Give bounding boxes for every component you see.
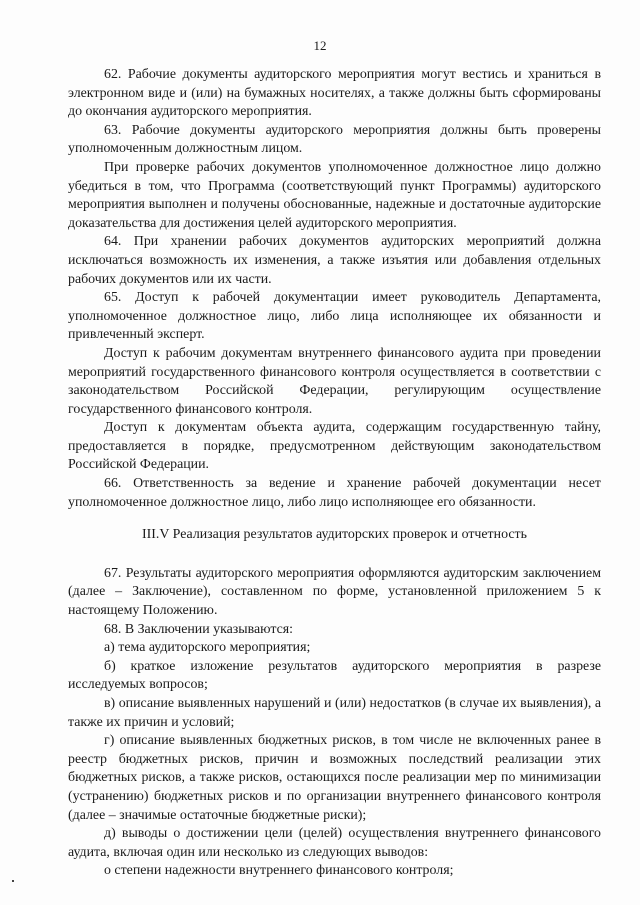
list-item-b: б) краткое изложение результатов аудиторского мероприятия в разрезе исследуемых вопросов;	[68, 658, 601, 693]
paragraph-67: 67. Результаты аудиторского мероприятия оформляются аудиторским заключением (далее – Заключение), составленном по форме, установленной приложением 5 к настоящему Положению.	[68, 565, 601, 619]
paragraph-64: 64. При хранении рабочих документов аудиторских мероприятий должна исключаться возможность их изменения, а также изъятия или добавления отдельных рабочих документов или их части.	[68, 234, 601, 287]
list-item-d: д) выводы о достижении цели (целей) осуществления внутреннего финансового аудита, включая один или несколько из следующих выводов:	[68, 826, 601, 860]
list-item-a: а) тема аудиторского мероприятия;	[104, 640, 311, 656]
paragraph-68: 68. В Заключении указываются:	[104, 621, 294, 637]
list-item-g: г) описание выявленных бюджетных рисков, в том числе не включенных ранее в реестр бюджетных рисков, причин и возможных последствий реализации этих бюджетных рисков, а также рисков, остающихся после реализации мер по минимизации (устранению) бюджетных рисков и по организации внутреннего финансового контроля (далее – значимые остаточные бюджетные риски);	[68, 733, 601, 823]
paragraph-63: 63. Рабочие документы аудиторского мероприятия должны быть проверены уполномоченным должностным лицом.	[68, 122, 601, 157]
list-item-v: в) описание выявленных нарушений и (или) недостатков (в случае их выявления), а также их причин и условий;	[68, 696, 601, 730]
scan-artifact	[12, 880, 14, 882]
paragraph-65-access: Доступ к рабочим документам внутреннего финансового аудита при проведении мероприятий государственного финансового контроля осуществляется в соответствии с законодательством Российской Федерации, регулирующим осуществление государственного финансового контроля.	[68, 345, 601, 417]
paragraph-65: 65. Доступ к рабочей документации имеет руководитель Департамента, уполномоченное должностное лицо, либо лица исполняющее их обязанности и привлеченный эксперт.	[68, 290, 601, 343]
section-heading: III.V Реализация результатов аудиторских проверок и отчетность	[142, 527, 527, 543]
list-item-reliability: о степени надежности внутреннего финансового контроля;	[104, 863, 454, 879]
document-body	[68, 66, 601, 881]
paragraph-65-secret: Доступ к документам объекта аудита, содержащим государственную тайну, предоставляется в порядке, предусмотренном действующим законодательством Российской Федерации.	[68, 420, 601, 473]
page-number: 12	[313, 38, 327, 53]
paragraph-63-check: При проверке рабочих документов уполномоченное должностное лицо должно убедиться в том, что Программа (соответствующий пункт Программы) аудиторского мероприятия выполнен и получены обоснованные, надежные и достаточные аудиторские доказательства для достижения целей аудиторского мероприятия.	[68, 159, 601, 231]
paragraph-62: 62. Рабочие документы аудиторского мероприятия могут вестись и храниться в электронном виде и (или) на бумажных носителях, а также должны быть сформированы до окончания аудиторского мероприятия.	[68, 67, 601, 120]
paragraph-66: 66. Ответственность за ведение и хранение рабочей документации несет уполномоченное должностное лицо, либо лицо исполняющее его обязанности.	[68, 476, 601, 510]
